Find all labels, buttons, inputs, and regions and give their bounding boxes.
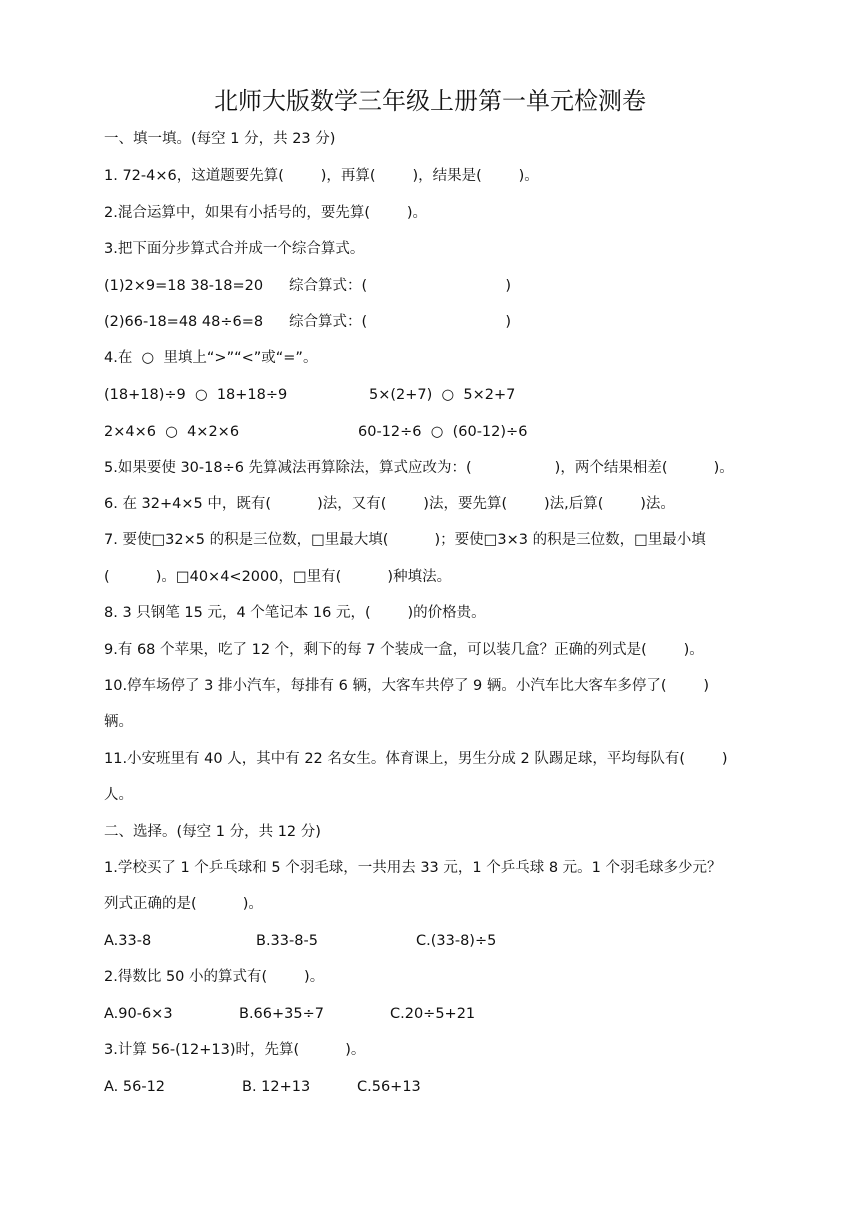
question-1-6: 6. 在 32+4×5 中，既有( )法，又有( )法，要先算( )法,后算( )法。 [104,496,675,512]
question-2-3-option-a: A. 56-12 [104,1079,166,1095]
question-1-3-1-steps: (1)2×9=18 38-18=20 [104,278,264,294]
question-2-3-option-c: C.56+13 [357,1079,421,1095]
section2-heading: 二、选择。(每空 1 分，共 12 分) [104,824,321,840]
question-2-2-option-a: A.90-6×3 [104,1006,173,1022]
question-1-3-2-answer: 综合算式：( ) [289,314,512,330]
question-2-1-line2: 列式正确的是( )。 [104,896,263,912]
question-2-2-option-c: C.20÷5+21 [390,1006,476,1022]
question-1-4: 4.在 ○ 里填上“>”“<”或“=”。 [104,350,318,366]
question-1-11-line2: 人。 [104,787,133,803]
question-1-5: 5.如果要使 30-18÷6 先算减法再算除法，算式应改为：( )，两个结果相差( )。 [104,460,734,476]
question-1-10-line2: 辆。 [104,714,133,730]
question-1-8: 8. 3 只钢笔 15 元，4 个笔记本 16 元，( )的价格贵。 [104,605,486,621]
question-2-3-option-b: B. 12+13 [242,1079,311,1095]
question-2-1-option-a: A.33-8 [104,933,152,949]
question-1-4-a: (18+18)÷9 ○ 18+18÷9 [104,387,288,403]
question-1-4-d: 60-12÷6 ○ (60-12)÷6 [358,424,528,440]
question-1-11-line1: 11.小安班里有 40 人，其中有 22 名女生。体育课上，男生分成 2 队踢足球，平均每队有( ) [104,751,728,767]
question-2-1-line1: 1.学校买了 1 个乒乓球和 5 个羽毛球，一共用去 33 元，1 个乒乓球 8 元。1 个羽毛球多少元？ [104,860,722,876]
question-1-1: 1. 72-4×6，这道题要先算( )，再算( )，结果是( )。 [104,168,539,184]
question-2-2-option-b: B.66+35÷7 [239,1006,324,1022]
question-1-3-1-answer: 综合算式：( ) [289,278,512,294]
question-1-3-2-steps: (2)66-18=48 48÷6=8 [104,314,264,330]
question-1-7-line1: 7. 要使□32×5 的积是三位数，□里最大填( )；要使□3×3 的积是三位数，□里最小填 [104,532,706,548]
question-1-9: 9.有 68 个苹果，吃了 12 个，剩下的每 7 个装成一盒，可以装几盒？正确的列式是( )。 [104,642,704,658]
question-2-3: 3.计算 56-(12+13)时，先算( )。 [104,1042,366,1058]
question-1-10-line1: 10.停车场停了 3 排小汽车，每排有 6 辆，大客车共停了 9 辆。小汽车比大客车多停了( ) [104,678,710,694]
section1-heading: 一、填一填。(每空 1 分，共 23 分) [104,131,336,147]
page-title: 北师大版数学三年级上册第一单元检测卷 [214,87,646,115]
question-1-2: 2.混合运算中，如果有小括号的，要先算( )。 [104,205,428,221]
question-2-2: 2.得数比 50 小的算式有( )。 [104,969,325,985]
question-2-1-option-b: B.33-8-5 [256,933,318,949]
question-2-1-option-c: C.(33-8)÷5 [416,933,497,949]
question-1-7-line2: ( )。□40×4<2000，□里有( )种填法。 [104,569,452,585]
question-1-4-b: 5×(2+7) ○ 5×2+7 [369,387,516,403]
question-1-3: 3.把下面分步算式合并成一个综合算式。 [104,241,365,257]
question-1-4-c: 2×4×6 ○ 4×2×6 [104,424,240,440]
